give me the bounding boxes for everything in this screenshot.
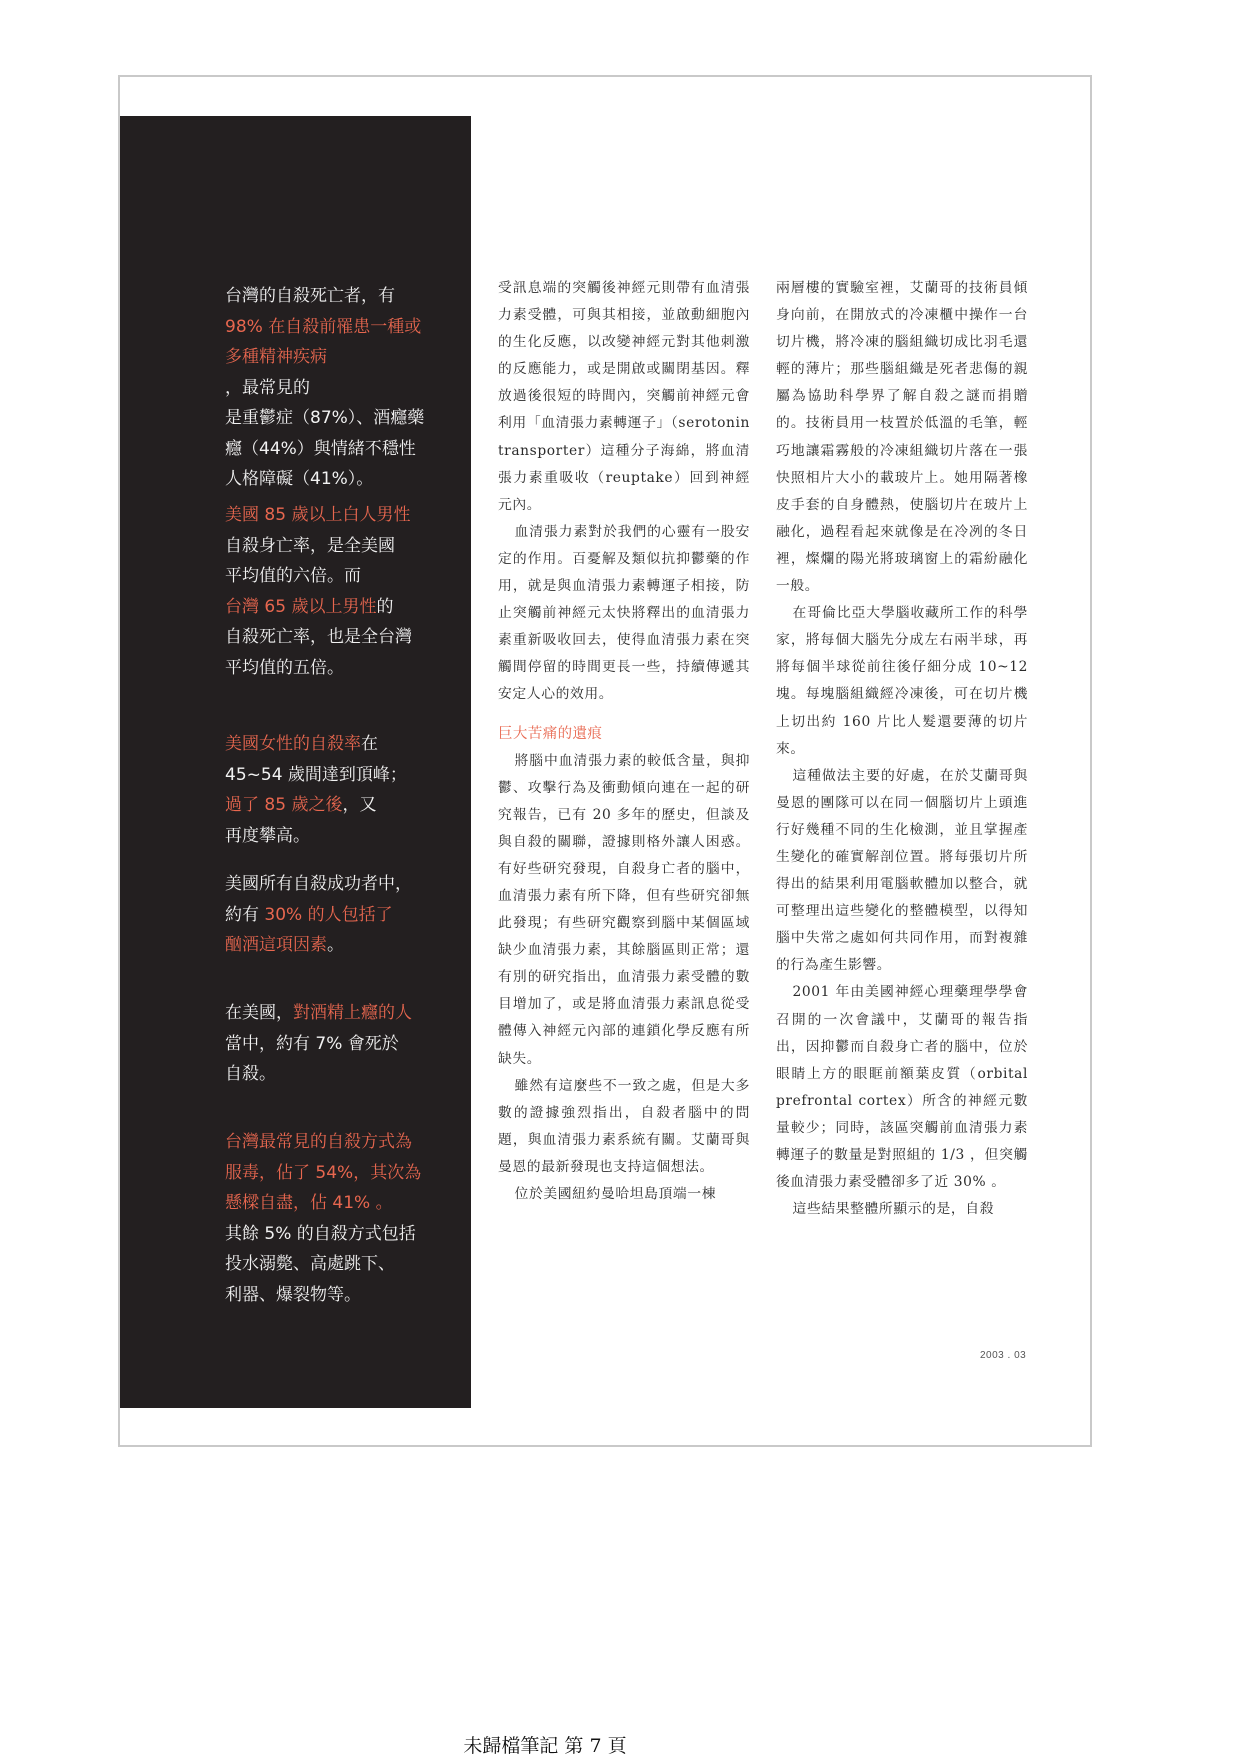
fact-text: 美國所有自殺成功者中， <box>225 874 412 894</box>
highlighted-text: 酗酒這項因素 <box>225 935 327 955</box>
issue-date: 2003 . 03 <box>980 1350 1027 1361</box>
highlighted-text: 30% 的人包括了 <box>264 904 393 925</box>
paragraph: 在哥倫比亞大學腦收藏所工作的科學家，將每個大腦先分成左右兩半球，再將每個半球從前往後仔細分成 10~12 塊。每塊腦組織經冷凍後，可在切片機上切出約 160 片比人髮還要薄的切片來。 <box>776 605 1028 757</box>
facts-sidebar <box>120 116 471 1408</box>
fact-text: 在 <box>361 734 378 754</box>
paragraph: 受訊息端的突觸後神經元則帶有血清張力素受體，可與其相接，並啟動細胞內的生化反應，以改變神經元對其他刺激的反應能力，或是開啟或關閉基因。釋放過後很短的時間內，突觸前神經元會利用「血清張力素轉運子」（serotonin transporter）這種分子海綿，將血清張力素重吸收（reuptake）回到神經元內。 <box>498 280 750 513</box>
paragraph: 這些結果整體所顯示的是，自殺 <box>792 1201 995 1218</box>
fact-text: 人格障礙（41%）。 <box>225 469 374 489</box>
fact-text: 是重鬱症（87%）、酒癮藥 <box>225 408 425 428</box>
fact-text: 的 <box>376 596 394 617</box>
highlighted-text: 台灣 65 歲以上男性 <box>225 596 377 617</box>
paragraph: 將腦中血清張力素的較低含量，與抑鬱、攻擊行為及衝動傾向連在一起的研究報告，已有 20 多年的歷史，但談及與自殺的關聯，證據則格外讓人困惑。有好些研究發現，自殺身亡者的腦中，血清張力素有所下降，但有些研究卻無此發現；有些研究觀察到腦中某個區域缺少血清張力素，其餘腦區則正常；還有別的研究指出，血清張力素受體的數目增加了，或是將血清張力素訊息從受體傳入神經元內部的連鎖化學反應有所缺失。 <box>498 752 750 1067</box>
paragraph: 2001 年由美國神經心理藥理學學會召開的一次會議中，艾蘭哥的報告指出，因抑鬱而自殺身亡者的腦中，位於眼睛上方的眼眶前額葉皮質（orbital prefrontal cortex）所含的神經元數量較少；同時，該區突觸前血清張力素轉運子的數量是對照組的 1/3 ，但突觸後血清張力素受體卻多了近 30% 。 <box>776 984 1028 1191</box>
article-column-2 <box>776 275 1028 1223</box>
page-footer: 未歸檔筆記 第 7 頁 <box>463 1735 627 1757</box>
fact-text: 。 <box>327 935 344 955</box>
paragraph: 這種做法主要的好處，在於艾蘭哥與曼恩的團隊可以在同一個腦切片上頭進行好幾種不同的生化檢測，並且掌握產生變化的確實解剖位置。將每張切片所得出的結果利用電腦軟體加以整合，就可整理出這些變化的整體模型，以得知腦中失常之處如何共同作用，而對複雜的行為產生影響。 <box>776 767 1028 974</box>
fact-text: 自殺死亡率，也是全台灣 <box>225 627 412 647</box>
fact-item <box>225 1127 421 1310</box>
fact-item <box>225 729 407 851</box>
highlighted-text: 懸樑自盡，佔 41% 。 <box>225 1193 393 1213</box>
fact-item <box>225 281 424 495</box>
fact-text: 自殺身亡率，是全美國 <box>225 535 395 556</box>
fact-text: 台灣的自殺死亡者，有 <box>225 286 395 306</box>
highlighted-text: 美國 85 歲以上白人男性 <box>225 505 411 525</box>
fact-text: 利器、爆裂物等。 <box>225 1284 361 1305</box>
fact-text: 在美國， <box>225 1003 293 1023</box>
paragraph: 位於美國紐約曼哈坦島頂端一棟 <box>514 1186 717 1202</box>
fact-text: 癮（44%）與情緒不穩性 <box>225 438 416 459</box>
paragraph: 兩層樓的實驗室裡，艾蘭哥的技術員傾身向前，在開放式的冷凍櫃中操作一台切片機，將冷凍的腦組織切成比羽毛還輕的薄片；那些腦組織是死者悲傷的親屬為協助科學界了解自殺之謎而捐贈的。技術員用一枝置於低溫的毛筆，輕巧地讓霜霧般的冷凍組織切片落在一張快照相片大小的載玻片上。她用隔著橡皮手套的自身體熱，使腦切片在玻片上融化，過程看起來就像是在冷冽的冬日裡，燦爛的陽光將玻璃窗上的霜紛融化一般。 <box>776 280 1028 595</box>
fact-item <box>225 869 412 961</box>
highlighted-text: 過了 85 歲之後 <box>225 795 343 815</box>
section-heading: 巨大苦痛的遺痕 <box>498 725 603 742</box>
fact-text: ，又 <box>342 795 377 815</box>
paragraph: 雖然有這麼些不一致之處，但是大多數的證據強烈指出，自殺者腦中的問題，與血清張力素系統有關。艾蘭哥與曼恩的最新發現也支持這個想法。 <box>498 1077 750 1175</box>
highlighted-text: 對酒精上癮的人 <box>293 1003 412 1023</box>
fact-text: ，最常見的 <box>225 377 310 398</box>
fact-text: 約有 <box>225 904 265 925</box>
fact-text: 其餘 5% 的自殺方式包括 <box>225 1223 416 1244</box>
highlighted-text: 美國女性的自殺率 <box>225 734 361 754</box>
paragraph: 血清張力素對於我們的心靈有一股安定的作用。百憂解及類似抗抑鬱藥的作用，就是與血清張力素轉運子相接，防止突觸前神經元太快將釋出的血清張力素重新吸收回去，使得血清張力素在突觸間停留的時間更長一些，持續傳遞其安定人心的效用。 <box>498 523 750 703</box>
fact-text: 自殺。 <box>225 1064 276 1084</box>
highlighted-text: 服毒，佔了 54%，其次為 <box>225 1162 422 1183</box>
fact-text: 投水溺斃、高處跳下、 <box>225 1254 395 1274</box>
fact-text: 45~54 歲間達到頂峰； <box>225 764 407 785</box>
fact-text: 當中，約有 7% 會死於 <box>225 1033 399 1054</box>
fact-text: 平均值的六倍。而 <box>225 566 361 586</box>
highlighted-text: 台灣最常見的自殺方式為 <box>225 1132 412 1152</box>
fact-item <box>225 998 412 1090</box>
highlighted-text: 多種精神疾病 <box>225 347 327 367</box>
article-column-1 <box>498 275 750 1208</box>
fact-text: 再度攀高。 <box>225 825 310 846</box>
highlighted-text: 98% 在自殺前罹患一種或 <box>225 316 422 337</box>
fact-item <box>225 500 412 683</box>
fact-text: 平均值的五倍。 <box>225 657 344 678</box>
